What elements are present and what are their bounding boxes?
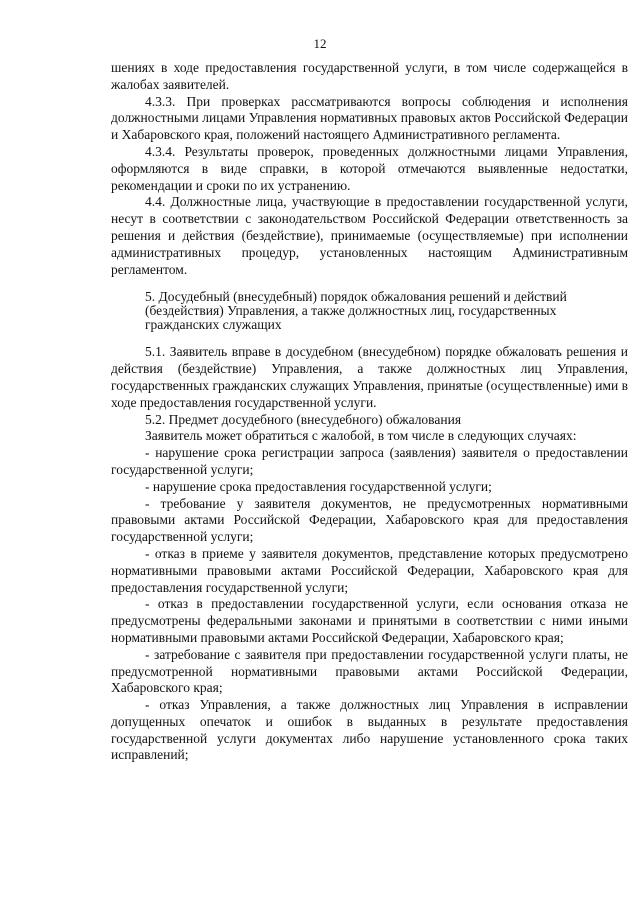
list-item: - затребование с заявителя при предоставлении государственной услуги платы, не предусмотренной нормативными правовыми актами Российской Федерации, Хабаровского края;: [111, 646, 628, 696]
list-item: - нарушение срока регистрации запроса (заявления) заявителя о предоставлении государственной услуги;: [111, 445, 628, 477]
list-item: - отказ в приеме у заявителя документов, представление которых предусмотрено нормативными правовыми актами Российской Федерации, Хабаровского края для предоставления государственной услуги;: [111, 545, 628, 595]
paragraph-continuation: шениях в ходе предоставления государственной услуги, в том числе содержащейся в жалобах заявителей.: [111, 60, 628, 92]
paragraph-complaint-intro: Заявитель может обратиться с жалобой, в том числе в следующих случаях:: [145, 428, 577, 444]
paragraph-5-2: 5.2. Предмет досудебного (внесудебного) обжалования: [145, 411, 462, 427]
list-item: - требование у заявителя документов, не предусмотренных нормативными правовыми актами Российской Федерации, Хабаровского края для предоставления государственной услуги;: [111, 495, 628, 545]
paragraph-4-4: 4.4. Должностные лица, участвующие в предоставлении государственной услуги, несут в соответствии с законодательством Российской Федерации ответственность за решения и действия (бездействие), принимаемые (осуществляемые) при исполнении административных процедур, установленных настоящим Административным регламентом.: [111, 194, 628, 277]
paragraph-4-3-4: 4.3.4. Результаты проверок, проведенных должностными лицами Управления, оформляются в виде справки, в которой отмечаются выявленные недостатки, рекомендации и сроки по их устранению.: [111, 143, 628, 193]
document-body: [111, 60, 628, 764]
list-item: - отказ в предоставлении государственной услуги, если основания отказа не предусмотрены федеральными законами и принятыми в соответствии с ними иными нормативными правовыми актами Российской Федерации, Хабаровского края;: [111, 596, 628, 645]
paragraph-4-3-3: 4.3.3. При проверках рассматриваются вопросы соблюдения и исполнения должностными лицами Управления нормативных правовых актов Российской Федерации и Хабаровского края, положений настоящего Административного регламента.: [111, 93, 628, 143]
list-item: - нарушение срока предоставления государственной услуги;: [145, 478, 492, 494]
page-number: 12: [313, 36, 327, 51]
section-5-heading: 5. Досудебный (внесудебный) порядок обжалования решений и действий (бездействия) Управления, а также должностных лиц, государственных гражданских служащих: [145, 289, 567, 333]
paragraph-5-1: 5.1. Заявитель вправе в досудебном (внесудебном) порядке обжаловать решения и действия (бездействие) Управления, а также должностных лиц Управления, государственных гражданских служащих Управления, принятые (осуществленные) ими в ходе предоставления государственной услуги.: [111, 344, 628, 410]
list-item: - отказ Управления, а также должностных лиц Управления в исправлении допущенных опечаток и ошибок в выданных в результате предоставления государственной услуги документах либо нарушение установленного срока таких исправлений;: [111, 697, 628, 763]
